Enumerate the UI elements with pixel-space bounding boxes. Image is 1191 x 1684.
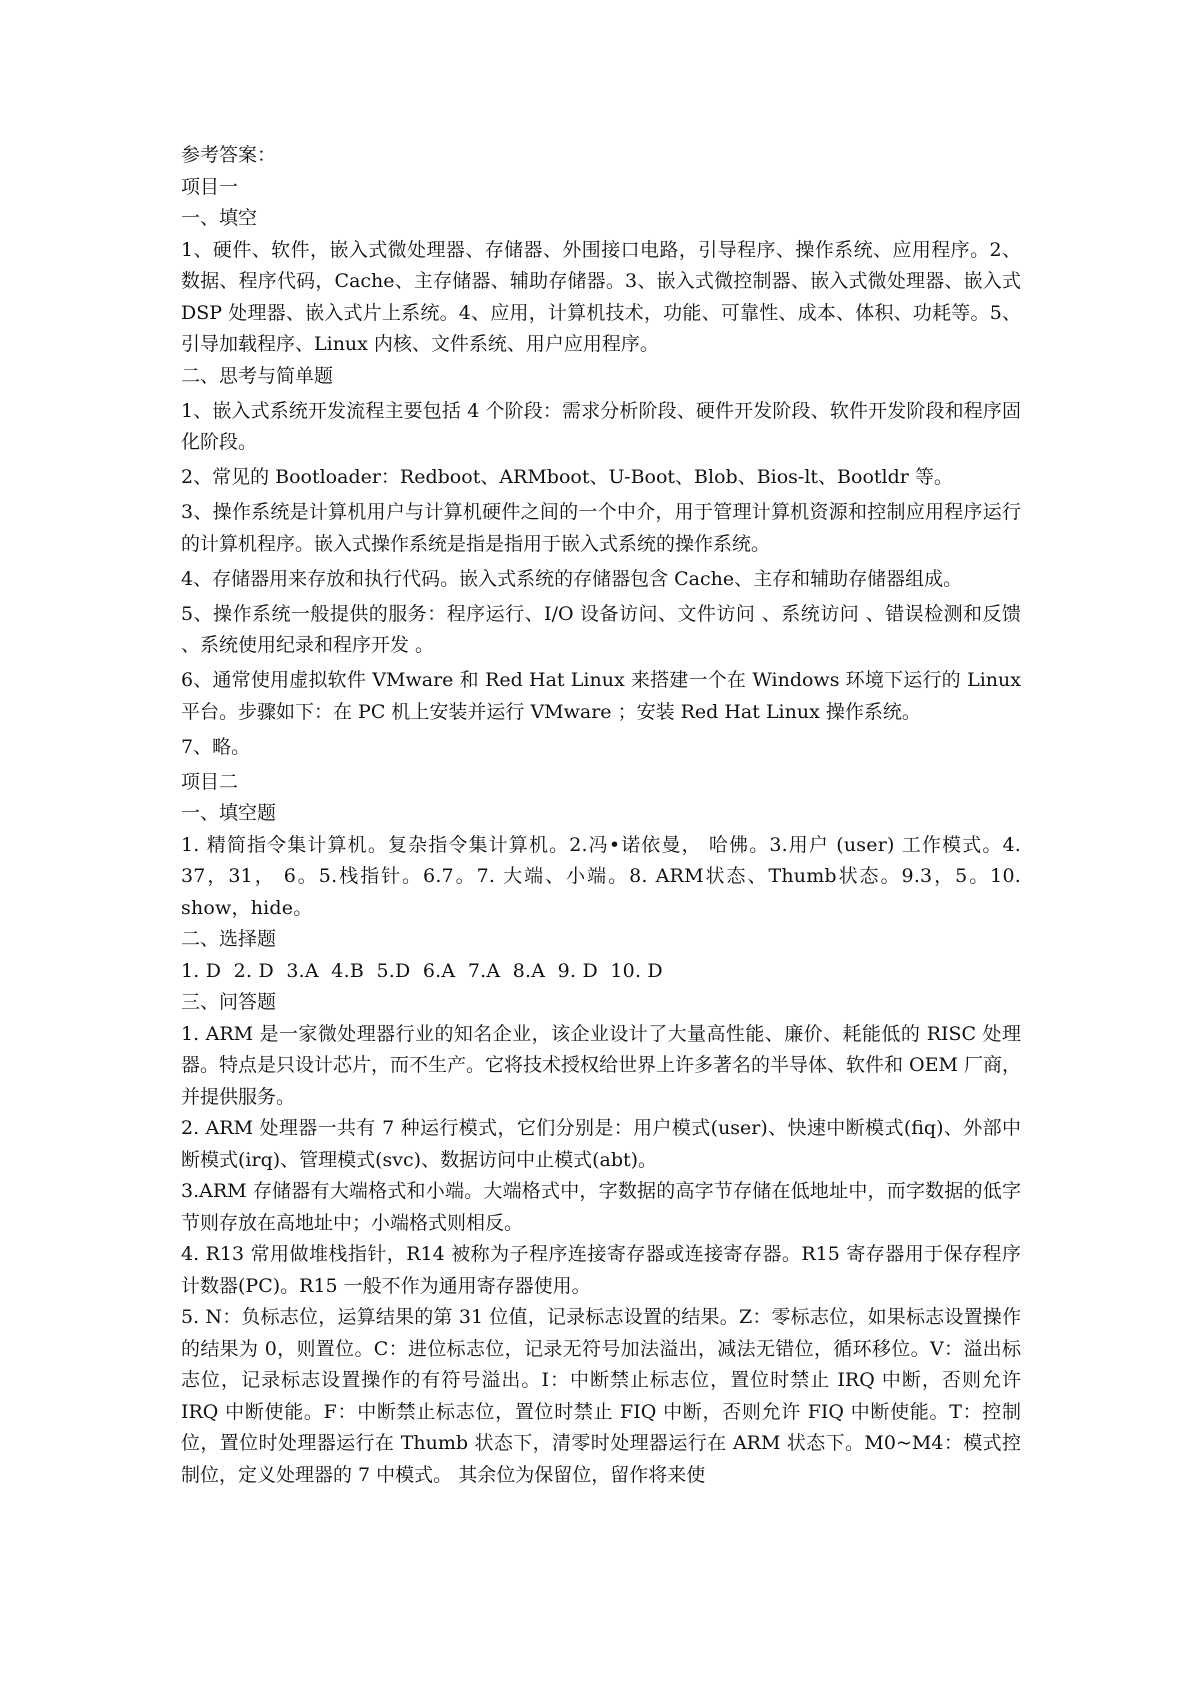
project1-think-answer-1: 1、嵌入式系统开发流程主要包括 4 个阶段：需求分析阶段、硬件开发阶段、软件开发阶段和程序固化阶段。	[181, 399, 1021, 453]
project2-title: 项目二	[181, 770, 239, 793]
answer-title: 参考答案：	[181, 144, 277, 166]
project2-qa-answer-5: 5. N：负标志位，运算结果的第 31 位值，记录标志设置的结果。Z：零标志位，如果标志设置操作的结果为 0，则置位。C：进位标志位，记录无符号加法溢出，减法无错位，循环移位。V：溢出标志位，记录标志设置操作的有符号溢出。I：中断禁止标志位，置位时禁止 IRQ 中断，否则允许 IRQ 中断使能。F：中断禁止标志位，置位时禁止 FIQ 中断，否则允许 FIQ 中断使能。T：控制位，置位时处理器运行在 Thumb 状态下，清零时处理器运行在 ARM 状态下。M0~M4：模式控制位，定义处理器的 7 中模式。 其余位为保留位，留作将来使	[181, 1306, 1021, 1486]
project1-think-answer-2: 2、常见的 Bootloader：Redboot、ARMboot、U-Boot、Blob、Bios-lt、Bootldr 等。	[181, 466, 953, 488]
project2-fill-heading: 一、填空题	[181, 802, 277, 824]
project1-fill-answers: 1、硬件、软件，嵌入式微处理器、存储器、外围接口电路，引导程序、操作系统、应用程序。2、数据、程序代码，Cache、主存储器、辅助存储器。3、嵌入式微控制器、嵌入式微处理器、嵌入式 DSP 处理器、嵌入式片上系统。4、应用，计算机技术，功能、可靠性、成本、体积、功耗等。5、引导加载程序、Linux 内核、文件系统、用户应用程序。	[181, 238, 1021, 355]
project1-think-answer-4: 4、存储器用来存放和执行代码。嵌入式系统的存储器包含 Cache、主存和辅助存储器组成。	[181, 567, 963, 590]
project2-fill-answers: 1. 精简指令集计算机。复杂指令集计算机。2.冯•诺依曼， 哈佛。3.用户 (user) 工作模式。4. 37，31， 6。5.栈指针。6.7。7. 大端、小端。8. ARM状态、Thumb状态。9.3，5。10. show，hide。	[181, 833, 1021, 919]
project2-qa-answer-3: 3.ARM 存储器有大端格式和小端。大端格式中，字数据的高字节存储在低地址中，而字数据的低字节则存放在高地址中；小端格式则相反。	[181, 1180, 1021, 1234]
project2-choice-heading: 二、选择题	[181, 928, 277, 950]
project2-qa-heading: 三、问答题	[181, 991, 277, 1013]
project1-think-answer-7: 7、略。	[181, 735, 251, 758]
project1-think-answer-3: 3、操作系统是计算机用户与计算机硬件之间的一个中介，用于管理计算机资源和控制应用程序运行的计算机程序。嵌入式操作系统是指是指用于嵌入式系统的操作系统。	[181, 501, 1021, 555]
project2-qa-answer-1: 1. ARM 是一家微处理器行业的知名企业，该企业设计了大量高性能、廉价、耗能低的 RISC 处理器。特点是只设计芯片，而不生产。它将技术授权给世界上许多著名的半导体、软件和 OEM 厂商，并提供服务。	[181, 1022, 1021, 1108]
project1-think-heading: 二、思考与简单题	[181, 364, 334, 387]
project2-qa-answer-2: 2. ARM 处理器一共有 7 种运行模式，它们分别是：用户模式(user)、快速中断模式(fiq)、外部中断模式(irq)、管理模式(svc)、数据访问中止模式(abt)。	[181, 1117, 1021, 1171]
project1-think-answer-5: 5、操作系统一般提供的服务：程序运行、I/O 设备访问、文件访问 、系统访问 、错误检测和反馈 、系统使用纪录和程序开发 。	[181, 602, 1021, 656]
project1-fill-heading: 一、填空	[181, 207, 258, 229]
project1-think-answer-6: 6、通常使用虚拟软件 VMware 和 Red Hat Linux 来搭建一个在 Windows 环境下运行的 Linux 平台。步骤如下：在 PC 机上安装并运行 VMware ；安装 Red Hat Linux 操作系统。	[181, 669, 1021, 723]
document-page	[181, 140, 1021, 1491]
project2-qa-answer-4: 4. R13 常用做堆栈指针，R14 被称为子程序连接寄存器或连接寄存器。R15 寄存器用于保存程序计数器(PC)。R15 一般不作为通用寄存器使用。	[181, 1243, 1021, 1297]
project2-choice-answers: 1. D 2. D 3.A 4.B 5.D 6.A 7.A 8.A 9. D 10. D	[181, 959, 663, 982]
project1-title: 项目一	[181, 175, 239, 198]
